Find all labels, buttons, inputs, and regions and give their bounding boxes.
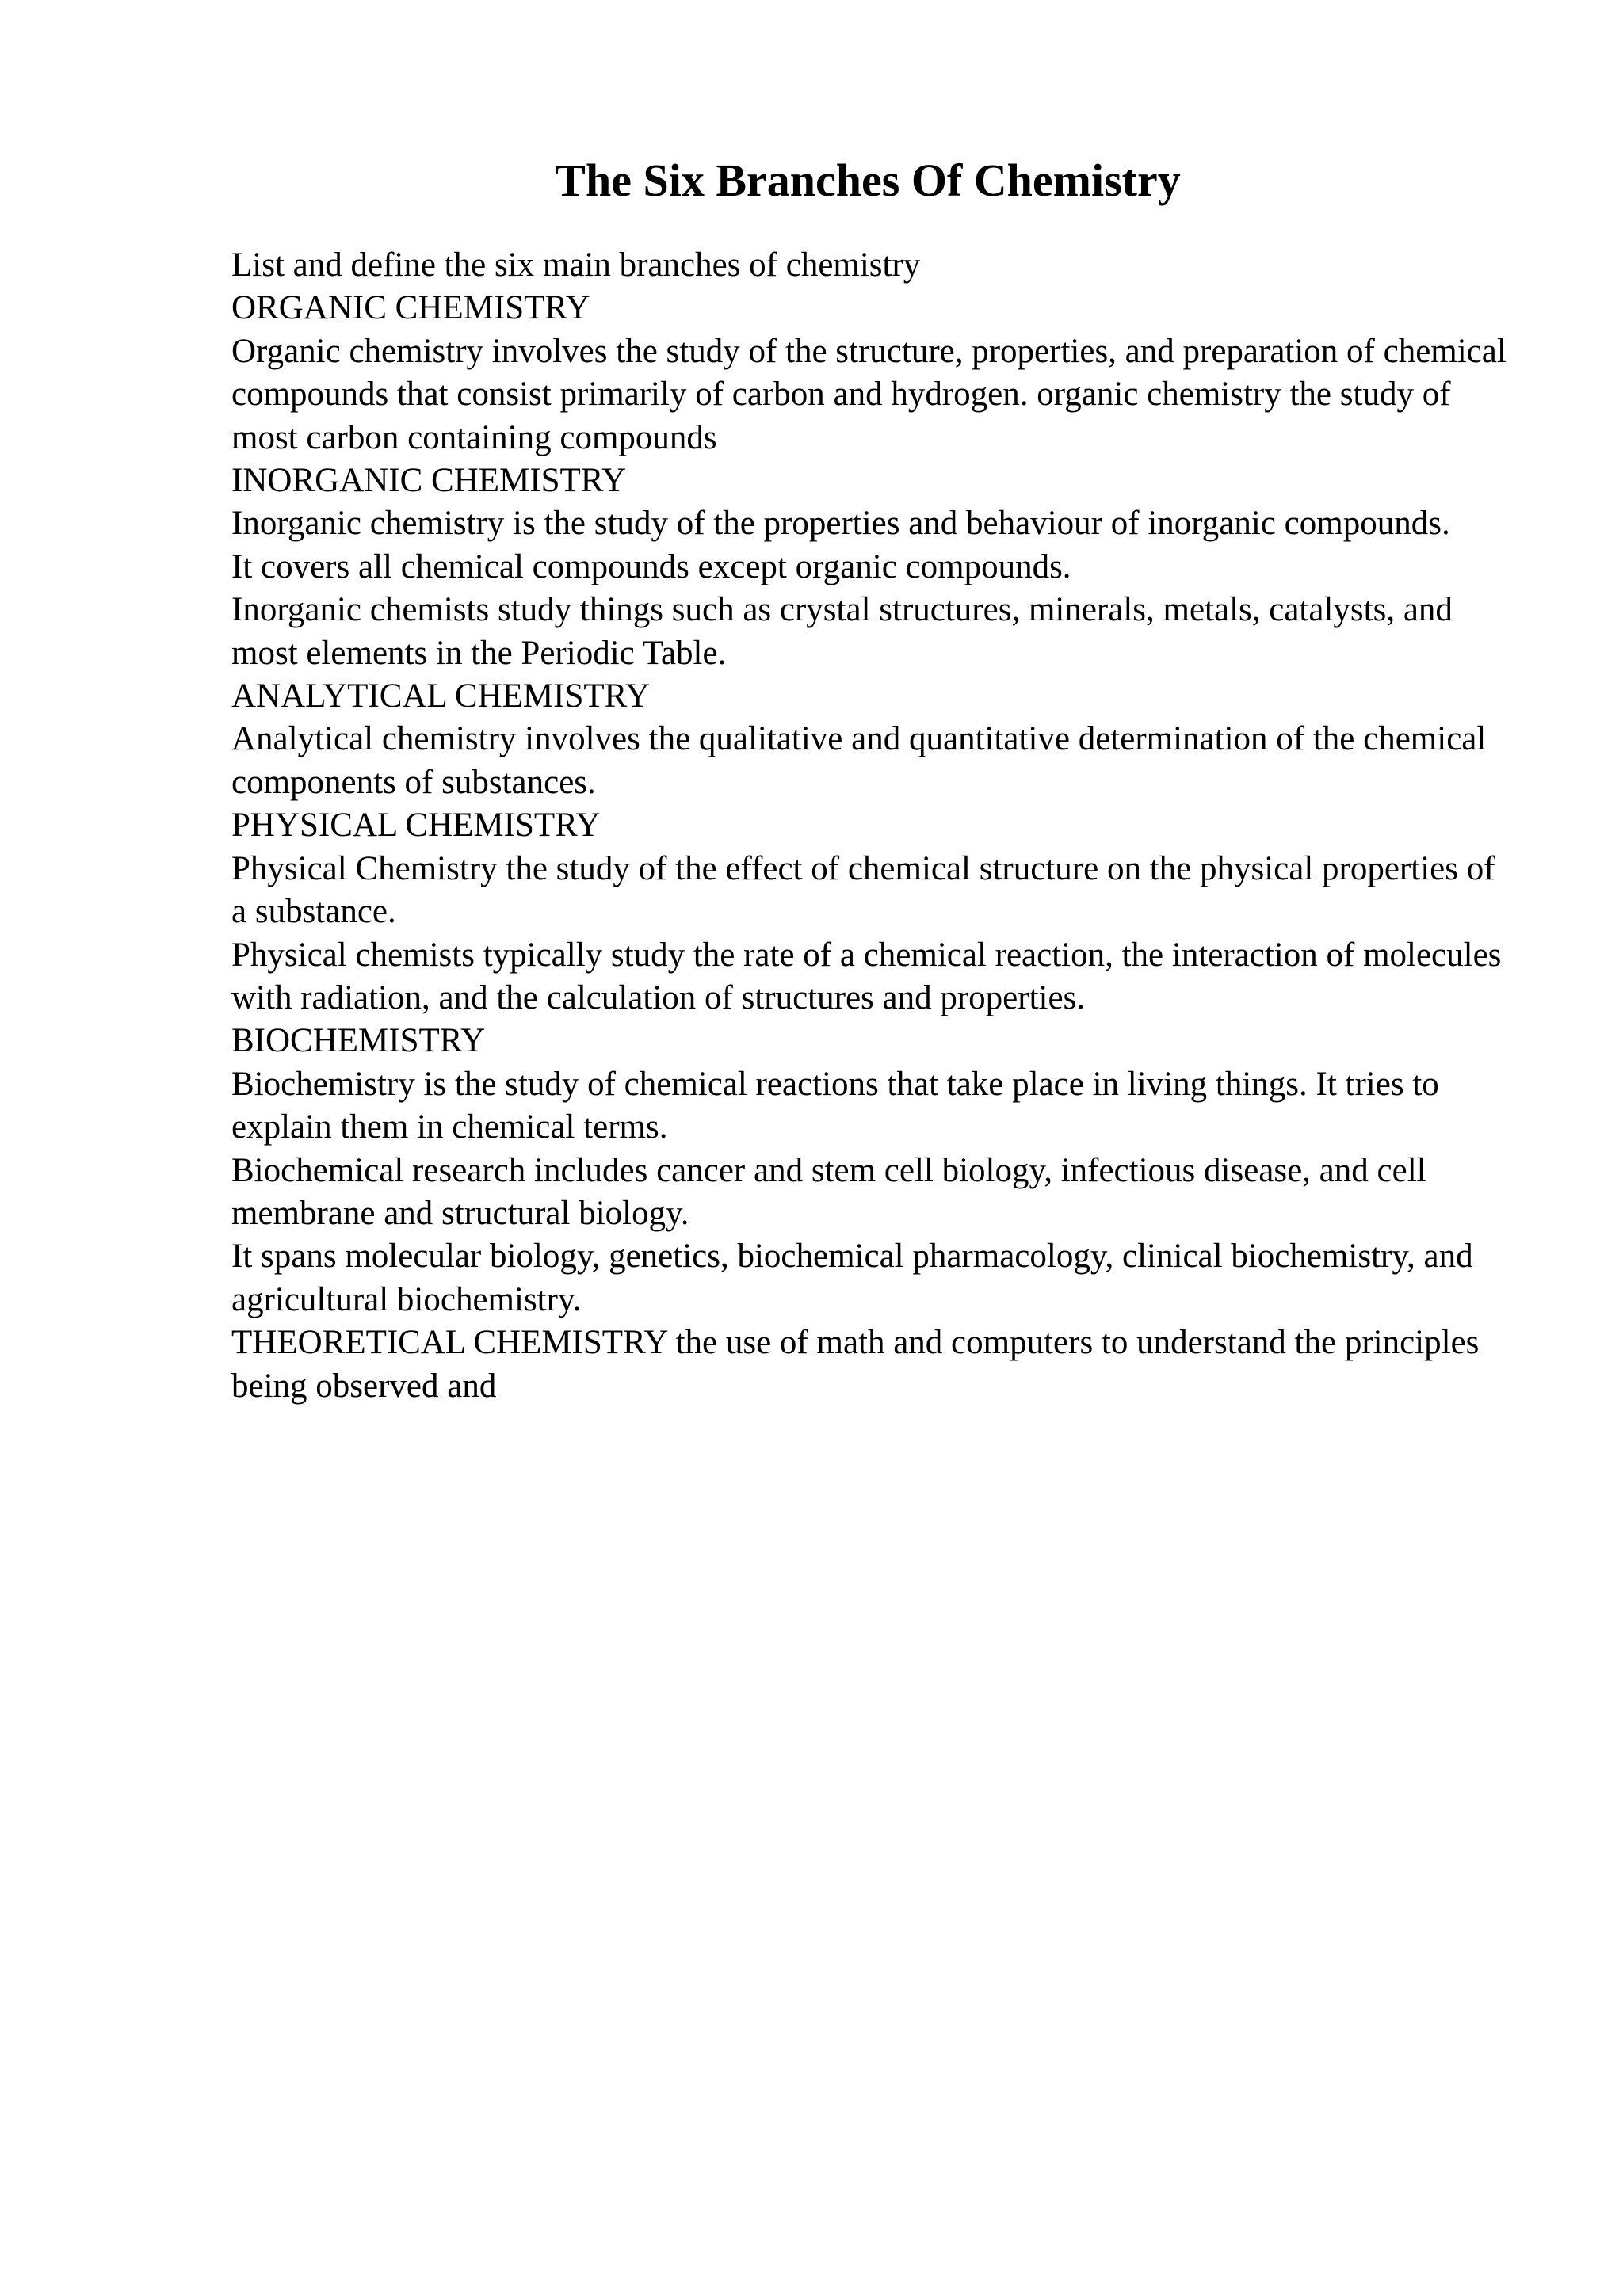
organic-definition-paragraph: Organic chemistry involves the study of the structure, properties, and preparation of chemical compounds that consist primarily of carbon and hydrogen. organic chemistry the study of most carbon containing compounds [231,332,1507,456]
inorganic-topics-paragraph: Inorganic chemists study things such as crystal structures, minerals, metals, catalysts, and most elements in the Periodic Table. [231,591,1453,672]
physical-topics-paragraph: Physical chemists typically study the rate of a chemical reaction, the interaction of molecules with radiation, and the calculation of structures and properties. [231,936,1502,1016]
theoretical-chemistry-paragraph: THEORETICAL CHEMISTRY the use of math and computers to understand the principles being observed and [231,1324,1480,1405]
physical-definition-paragraph: Physical Chemistry the study of the effect of chemical structure on the physical properties of a substance. [231,849,1495,931]
heading-organic-chemistry: ORGANIC CHEMISTRY [231,289,590,327]
heading-physical-chemistry: PHYSICAL CHEMISTRY [231,807,601,845]
heading-inorganic-chemistry: INORGANIC CHEMISTRY [231,462,627,500]
biochemistry-definition-paragraph: Biochemistry is the study of chemical reactions that take place in living things. It tries to explain them in chemical terms. [231,1065,1439,1146]
inorganic-scope-paragraph: It covers all chemical compounds except organic compounds. [231,547,1071,585]
inorganic-definition-paragraph: Inorganic chemistry is the study of the properties and behaviour of inorganic compounds. [231,505,1450,543]
page-title: The Six Branches Of Chemistry [555,154,1181,206]
biochemistry-research-paragraph: Biochemical research includes cancer and stem cell biology, infectious disease, and cell membrane and structural biology. [231,1151,1426,1232]
biochemistry-scope-paragraph: It spans molecular biology, genetics, biochemical pharmacology, clinical biochemistry, and agricultural biochemistry. [231,1238,1473,1318]
document-body [231,244,1515,1408]
heading-biochemistry: BIOCHEMISTRY [231,1022,486,1060]
intro-paragraph: List and define the six main branches of chemistry [231,246,921,284]
analytical-definition-paragraph: Analytical chemistry involves the qualitative and quantitative determination of the chemical components of substances. [231,720,1487,801]
heading-analytical-chemistry: ANALYTICAL CHEMISTRY [231,677,651,715]
